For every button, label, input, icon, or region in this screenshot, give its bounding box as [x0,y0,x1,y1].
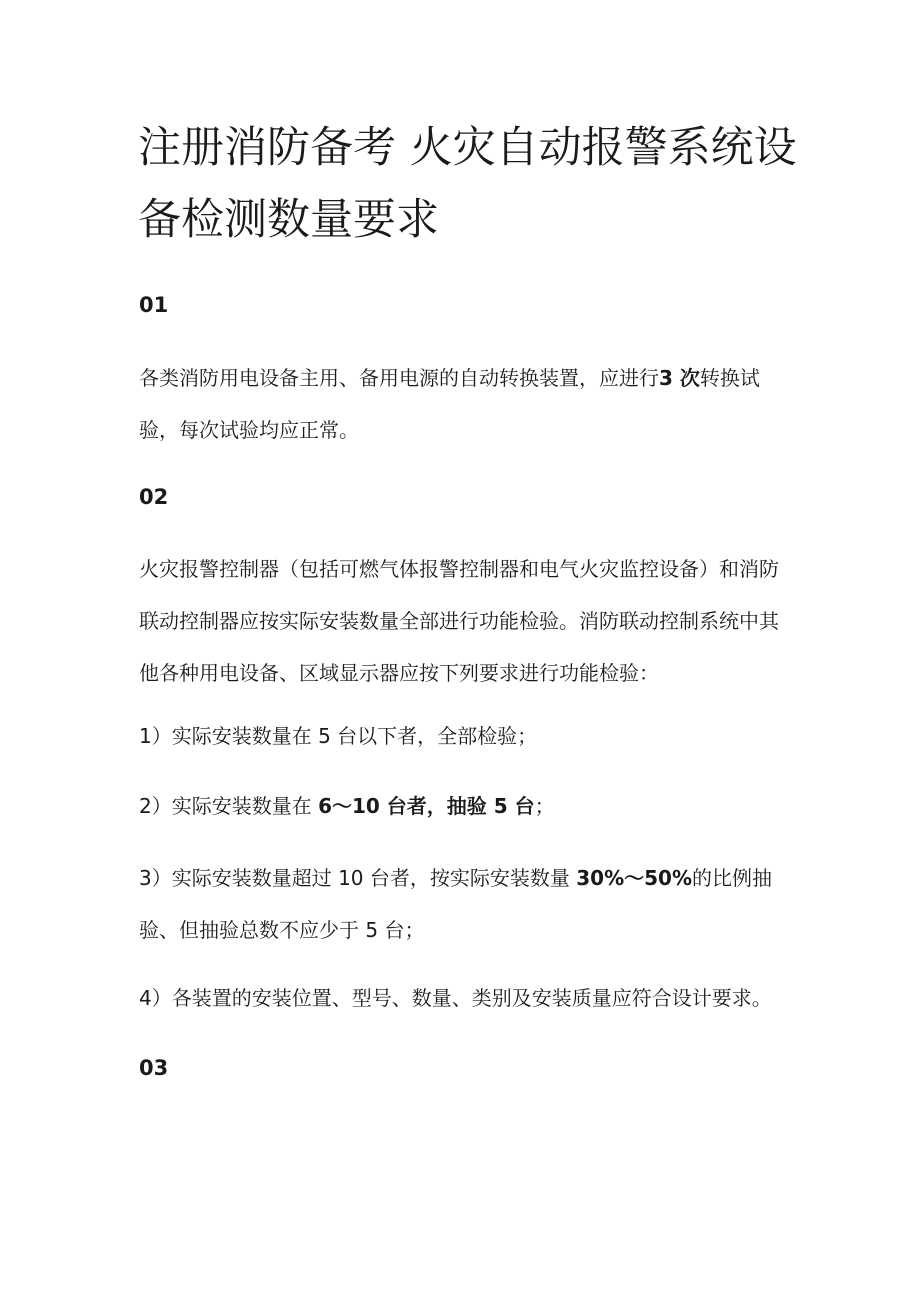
item-3-bold-percent: 30%～50% [576,866,692,890]
item-3-text-after: 的比例抽验、但抽验总数不应少于 5 台； [139,866,772,942]
section-02-item-4: 4）各装置的安装位置、型号、数量、类别及安装质量应符合设计要求。 [139,986,772,1010]
item-3-text-before: 3）实际安装数量超过 10 台者，按实际安装数量 [139,866,577,890]
item-2-text-before: 2）实际安装数量在 [139,794,319,818]
section-number-03: 03 [139,1056,169,1080]
section-02-item-1: 1）实际安装数量在 5 台以下者，全部检验； [139,724,538,748]
item-2-text-after: ； [534,794,555,818]
section-01-bold-count: 3 次 [659,366,700,390]
section-01-text-after: 转换试验，每次试验均应正常。 [139,366,760,442]
section-number-01: 01 [139,293,169,317]
section-number-02: 02 [139,485,169,509]
section-01-paragraph [139,352,789,456]
document-title: 注册消防备考 火灾自动报警系统设备检测数量要求 [138,123,797,245]
section-02-intro: 火灾报警控制器（包括可燃气体报警控制器和电气火灾监控设备）和消防联动控制器应按实际安装数量全部进行功能检验。消防联动控制系统中其他各种用电设备、区域显示器应按下列要求进行功能检验： [139,557,779,685]
section-02-item-2 [139,780,789,832]
section-02-item-3 [139,852,789,956]
item-2-bold-range: 6～10 台者，抽验 5 台 [318,794,535,818]
section-01-text-before: 各类消防用电设备主用、备用电源的自动转换装置，应进行 [139,366,659,390]
